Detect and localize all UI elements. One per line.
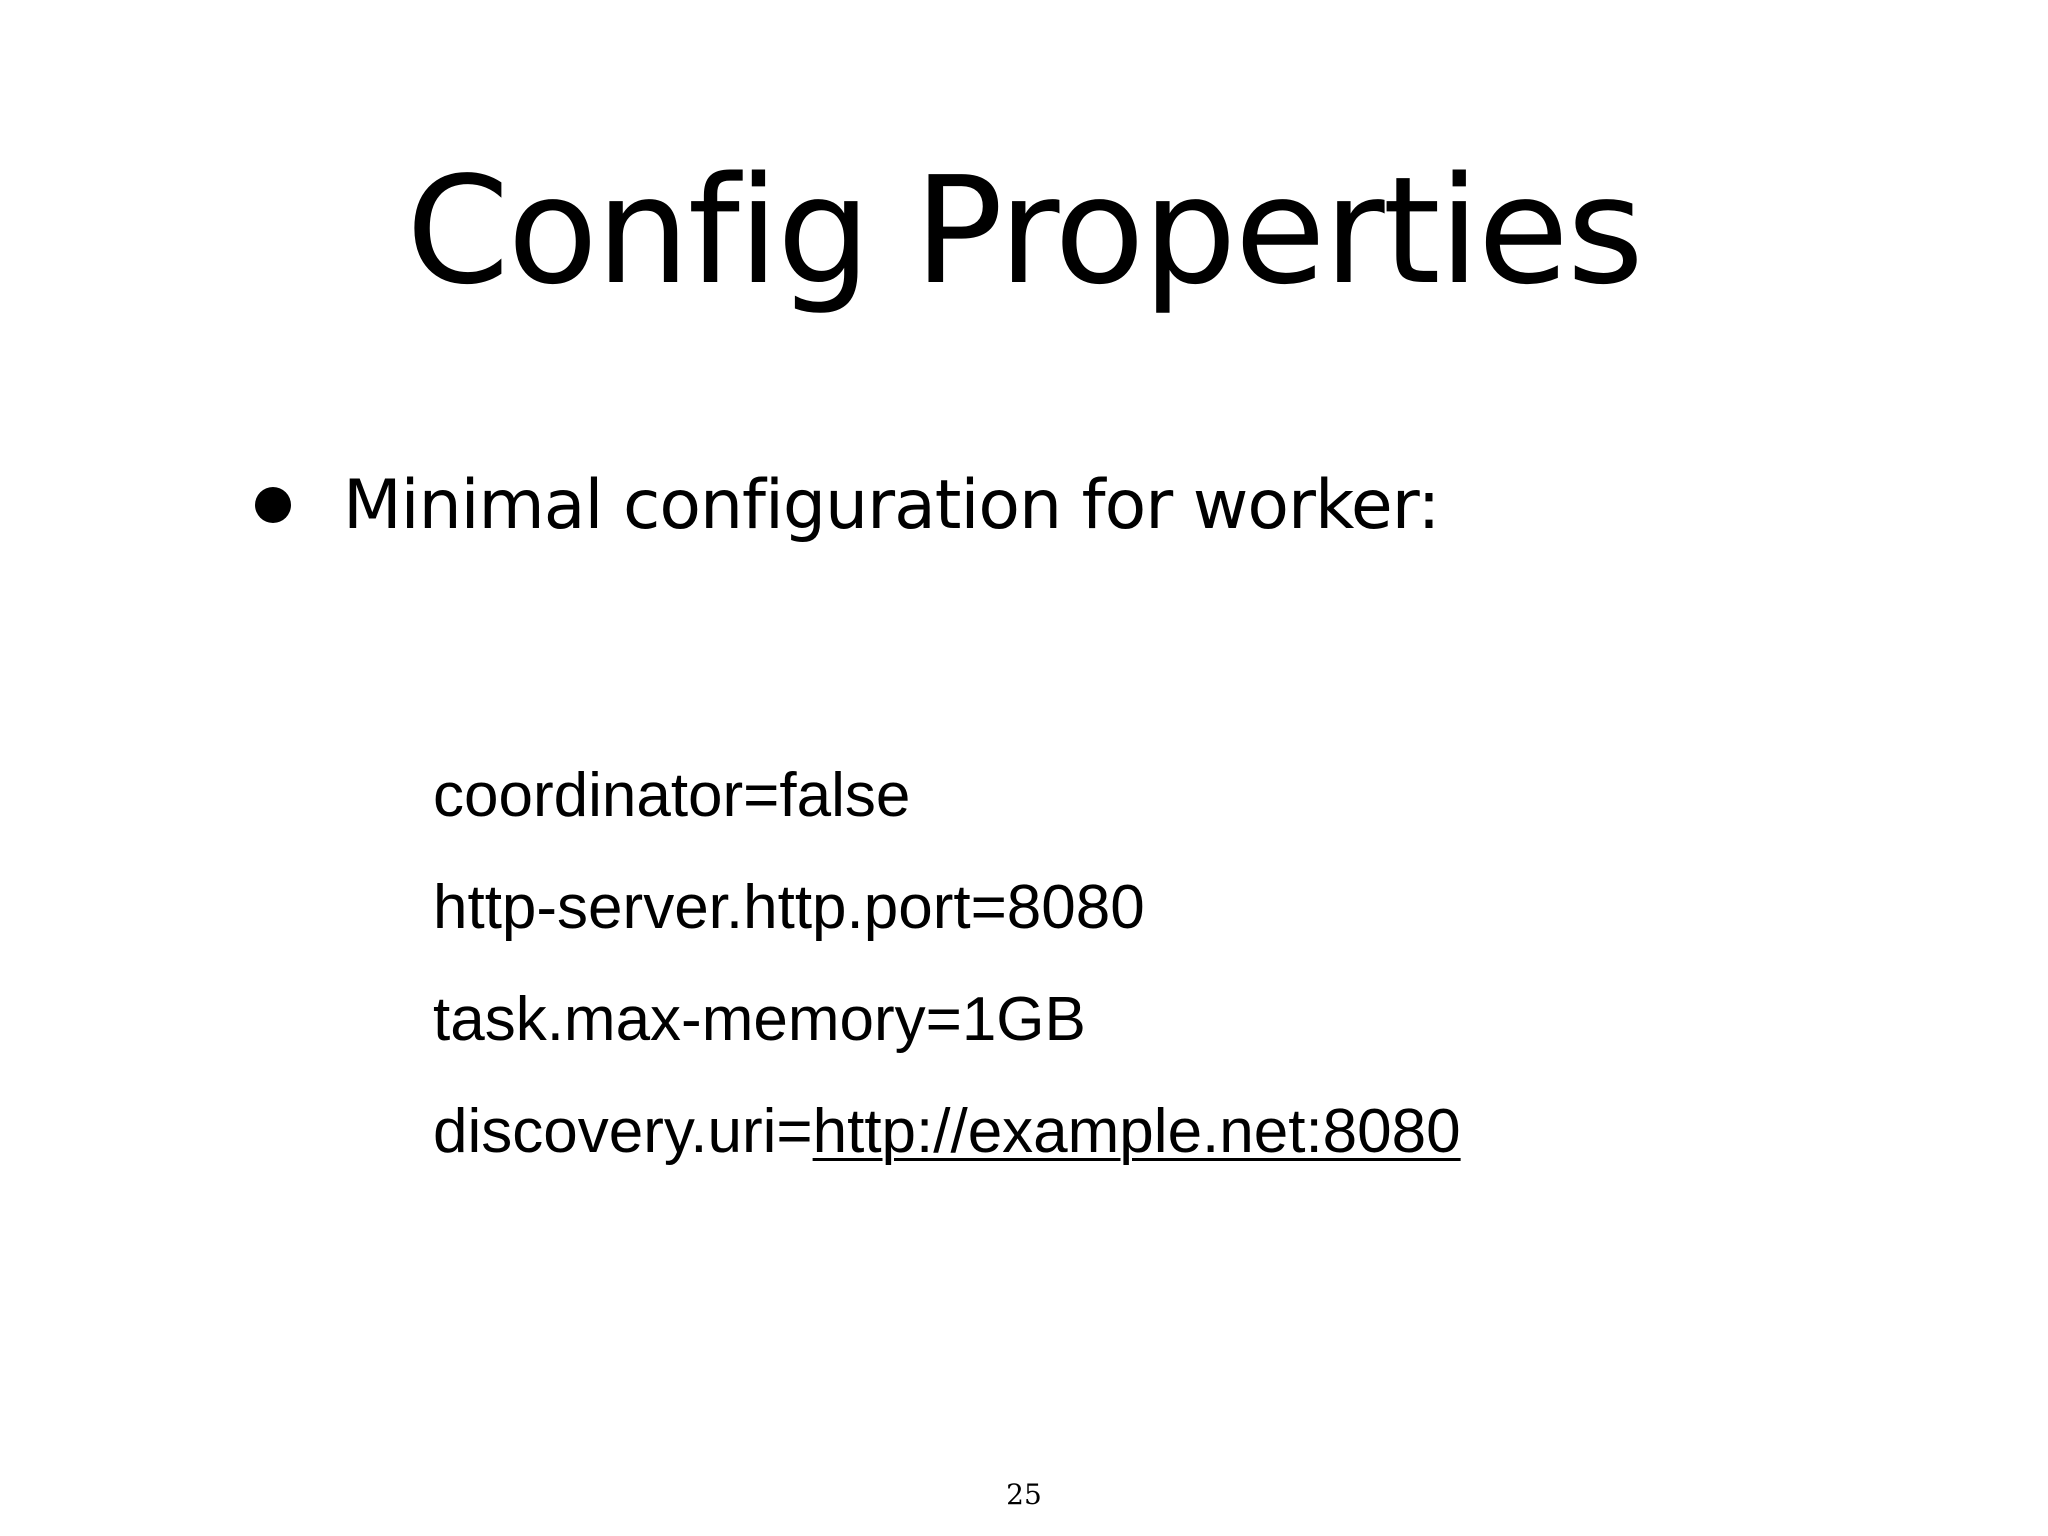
bullet-item xyxy=(255,455,1439,555)
bullet-dot-icon xyxy=(255,487,291,523)
bullet-text: Minimal configuration for worker: xyxy=(343,465,1440,545)
config-line-max-memory: task.max-memory=1GB xyxy=(433,985,1086,1054)
config-line-http-port: http-server.http.port=8080 xyxy=(433,873,1145,942)
page-number: 25 xyxy=(1006,1478,1042,1511)
slide-title: Config Properties xyxy=(406,145,1642,317)
config-line-discovery-uri xyxy=(433,1076,1461,1188)
config-line-coordinator: coordinator=false xyxy=(433,761,911,830)
discovery-uri-key: discovery.uri= xyxy=(433,1097,813,1166)
config-block xyxy=(433,740,1461,1188)
discovery-uri-link[interactable]: http://example.net:8080 xyxy=(812,1097,1461,1166)
